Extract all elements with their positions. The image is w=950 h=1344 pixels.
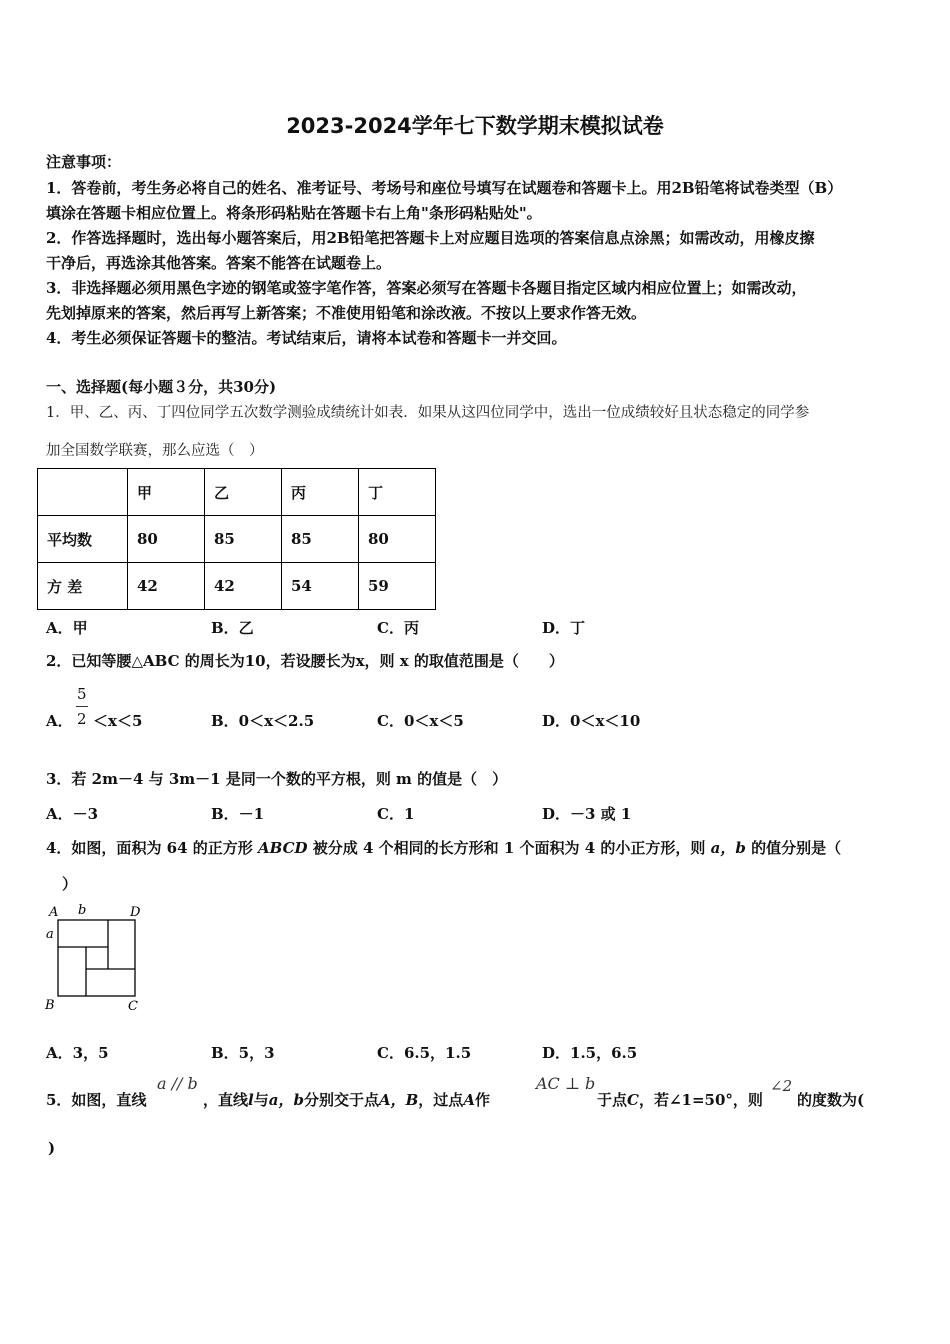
q1-stem-line2: 加全国数学联赛，那么应选（ ）	[46, 443, 264, 459]
q5-stem-part: ，若∠1=50°，则	[638, 1091, 763, 1109]
q2-option-a-rest: ＜x＜5	[93, 712, 143, 730]
q2-option-a-label: A．	[46, 712, 73, 730]
q2-fraction-denominator: 2	[77, 710, 87, 728]
q5-stem-part: 于点	[597, 1091, 628, 1109]
table-cell: 42	[128, 563, 205, 610]
q5-stem-part: ，直线	[203, 1091, 249, 1109]
q3-stem: 3．若 2m－4 与 3m－1 是同一个数的平方根，则 m 的值是（ ）	[46, 770, 508, 788]
table-cell: 甲	[128, 469, 205, 516]
notice-line-7: 4．考生必须保证答题卡的整洁。考试结束后，请将本试卷和答题卡一并交回。	[46, 329, 567, 347]
table-cell: 平均数	[38, 516, 128, 563]
q5-lines-ab: a，b	[268, 1091, 304, 1109]
q4-option-c: C．6.5，1.5	[377, 1044, 472, 1062]
vertex-label-d: D	[130, 905, 141, 920]
notice-line-4: 干净后，再选涂其他答案。答案不能答在试题卷上。	[46, 254, 392, 272]
q2-option-c: C．0＜x＜5	[377, 712, 464, 730]
table-cell: 丁	[359, 469, 436, 516]
table-cell: 85	[282, 516, 359, 563]
q5-stem-part: 的度数为(	[797, 1091, 865, 1109]
notice-line-1: 1．答卷前，考生务必将自己的姓名、准考证号、考场号和座位号填写在试题卷和答题卡上。用2B铅笔将试卷类型（B）	[46, 179, 843, 197]
table-cell: 80	[359, 516, 436, 563]
notice-line-2: 填涂在答题卡相应位置上。将条形码粘贴在答题卡右上角"条形码粘贴处"。	[46, 204, 542, 222]
notice-line-6: 先划掉原来的答案，然后再写上新答案；不准使用铅笔和涂改液。不按以上要求作答无效。	[46, 304, 647, 322]
q1-option-d: D．丁	[542, 619, 586, 637]
table-header-row	[38, 469, 436, 516]
table-row	[38, 563, 436, 610]
q4-stem	[46, 837, 841, 858]
q4-variables: a，b	[710, 839, 746, 857]
q5-stem-end	[597, 1089, 763, 1110]
q5-line-l: l	[248, 1091, 254, 1109]
q3-option-c: C．1	[377, 805, 415, 823]
table-cell	[38, 469, 128, 516]
q5-point-c: C	[627, 1091, 639, 1109]
segment-label-b: b	[78, 903, 87, 918]
q5-math-perpendicular: AC ⊥ b	[536, 1074, 596, 1093]
q1-option-c: C．丙	[377, 619, 419, 637]
table-cell: 85	[205, 516, 282, 563]
table-cell: 丙	[282, 469, 359, 516]
q4-figure	[40, 900, 150, 1015]
q4-stem-part: 4．如图，面积为 64 的正方形	[46, 839, 253, 857]
notice-heading: 注意事项：	[46, 153, 122, 171]
section-heading: 一、选择题(每小题３分，共30分)	[46, 378, 277, 396]
q2-option-d: D．0＜x＜10	[542, 712, 641, 730]
q5-stem-part: 与	[253, 1091, 269, 1109]
q5-math-angle2: ∠2	[770, 1077, 793, 1095]
q4-stem-close: ）	[62, 875, 78, 893]
table-row	[38, 516, 436, 563]
q5-math-parallel: a // b	[157, 1074, 198, 1093]
q5-stem-close: )	[48, 1139, 56, 1157]
q4-stem-part: 的值分别是（	[751, 839, 842, 857]
q5-point-a: A	[463, 1091, 475, 1109]
notice-line-5: 3．非选择题必须用黑色字迹的钢笔或签字笔作答，答案必须写在答题卡各题目指定区域内相应位置上；如需改动，	[46, 279, 807, 297]
q4-square-name: ABCD	[258, 839, 308, 857]
q3-option-b: B．－1	[211, 805, 265, 823]
q2-fraction-bar	[76, 706, 88, 707]
q4-square-diagram	[40, 900, 150, 1015]
table-cell: 方 差	[38, 563, 128, 610]
q4-option-b: B．5，3	[211, 1044, 275, 1062]
table-cell: 42	[205, 563, 282, 610]
q1-stem-line1: 1．甲、乙、丙、丁四位同学五次数学测验成绩统计如表．如果从这四位同学中，选出一位成绩较好且状态稳定的同学参	[46, 405, 810, 421]
q2-option-b: B．0＜x＜2.5	[211, 712, 315, 730]
q1-option-b: B．乙	[211, 619, 254, 637]
square-abcd-outline	[58, 920, 135, 996]
q3-option-a: A．－3	[46, 805, 99, 823]
table-cell: 80	[128, 516, 205, 563]
q5-stem-part: 分别交于点	[303, 1091, 379, 1109]
q5-stem-part: ，过点	[418, 1091, 464, 1109]
q4-stem-part: 被分成 4 个相同的长方形和 1 个面积为 4 的小正方形，则	[312, 839, 706, 857]
vertex-label-a: A	[49, 905, 59, 920]
notice-line-3: 2．作答选择题时，选出每小题答案后，用2B铅笔把答题卡上对应题目选项的答案信息点涂黑；如需改动，用橡皮擦	[46, 229, 815, 247]
q2-fraction-numerator: 5	[77, 685, 87, 703]
vertex-label-b: B	[45, 998, 55, 1013]
q1-option-a: A．甲	[46, 619, 88, 637]
page-title: 2023-2024学年七下数学期末模拟试卷	[286, 114, 664, 138]
q5-stem-part: 5．如图，直线	[46, 1091, 147, 1109]
table-cell: 59	[359, 563, 436, 610]
q3-option-d: D．－3 或 1	[542, 805, 632, 823]
q1-score-table	[37, 468, 436, 610]
q4-option-d: D．1.5，6.5	[542, 1044, 638, 1062]
q2-stem: 2．已知等腰△ABC 的周长为10，若设腰长为x，则 x 的取值范围是（ ）	[46, 652, 564, 670]
q5-stem-mid	[203, 1089, 490, 1110]
table-cell: 乙	[205, 469, 282, 516]
q5-stem-part: 作	[474, 1091, 490, 1109]
segment-label-a: a	[46, 927, 54, 942]
table-cell: 54	[282, 563, 359, 610]
q5-points-ab: A，B	[378, 1091, 419, 1109]
vertex-label-c: C	[128, 999, 138, 1014]
q4-option-a: A．3，5	[46, 1044, 109, 1062]
